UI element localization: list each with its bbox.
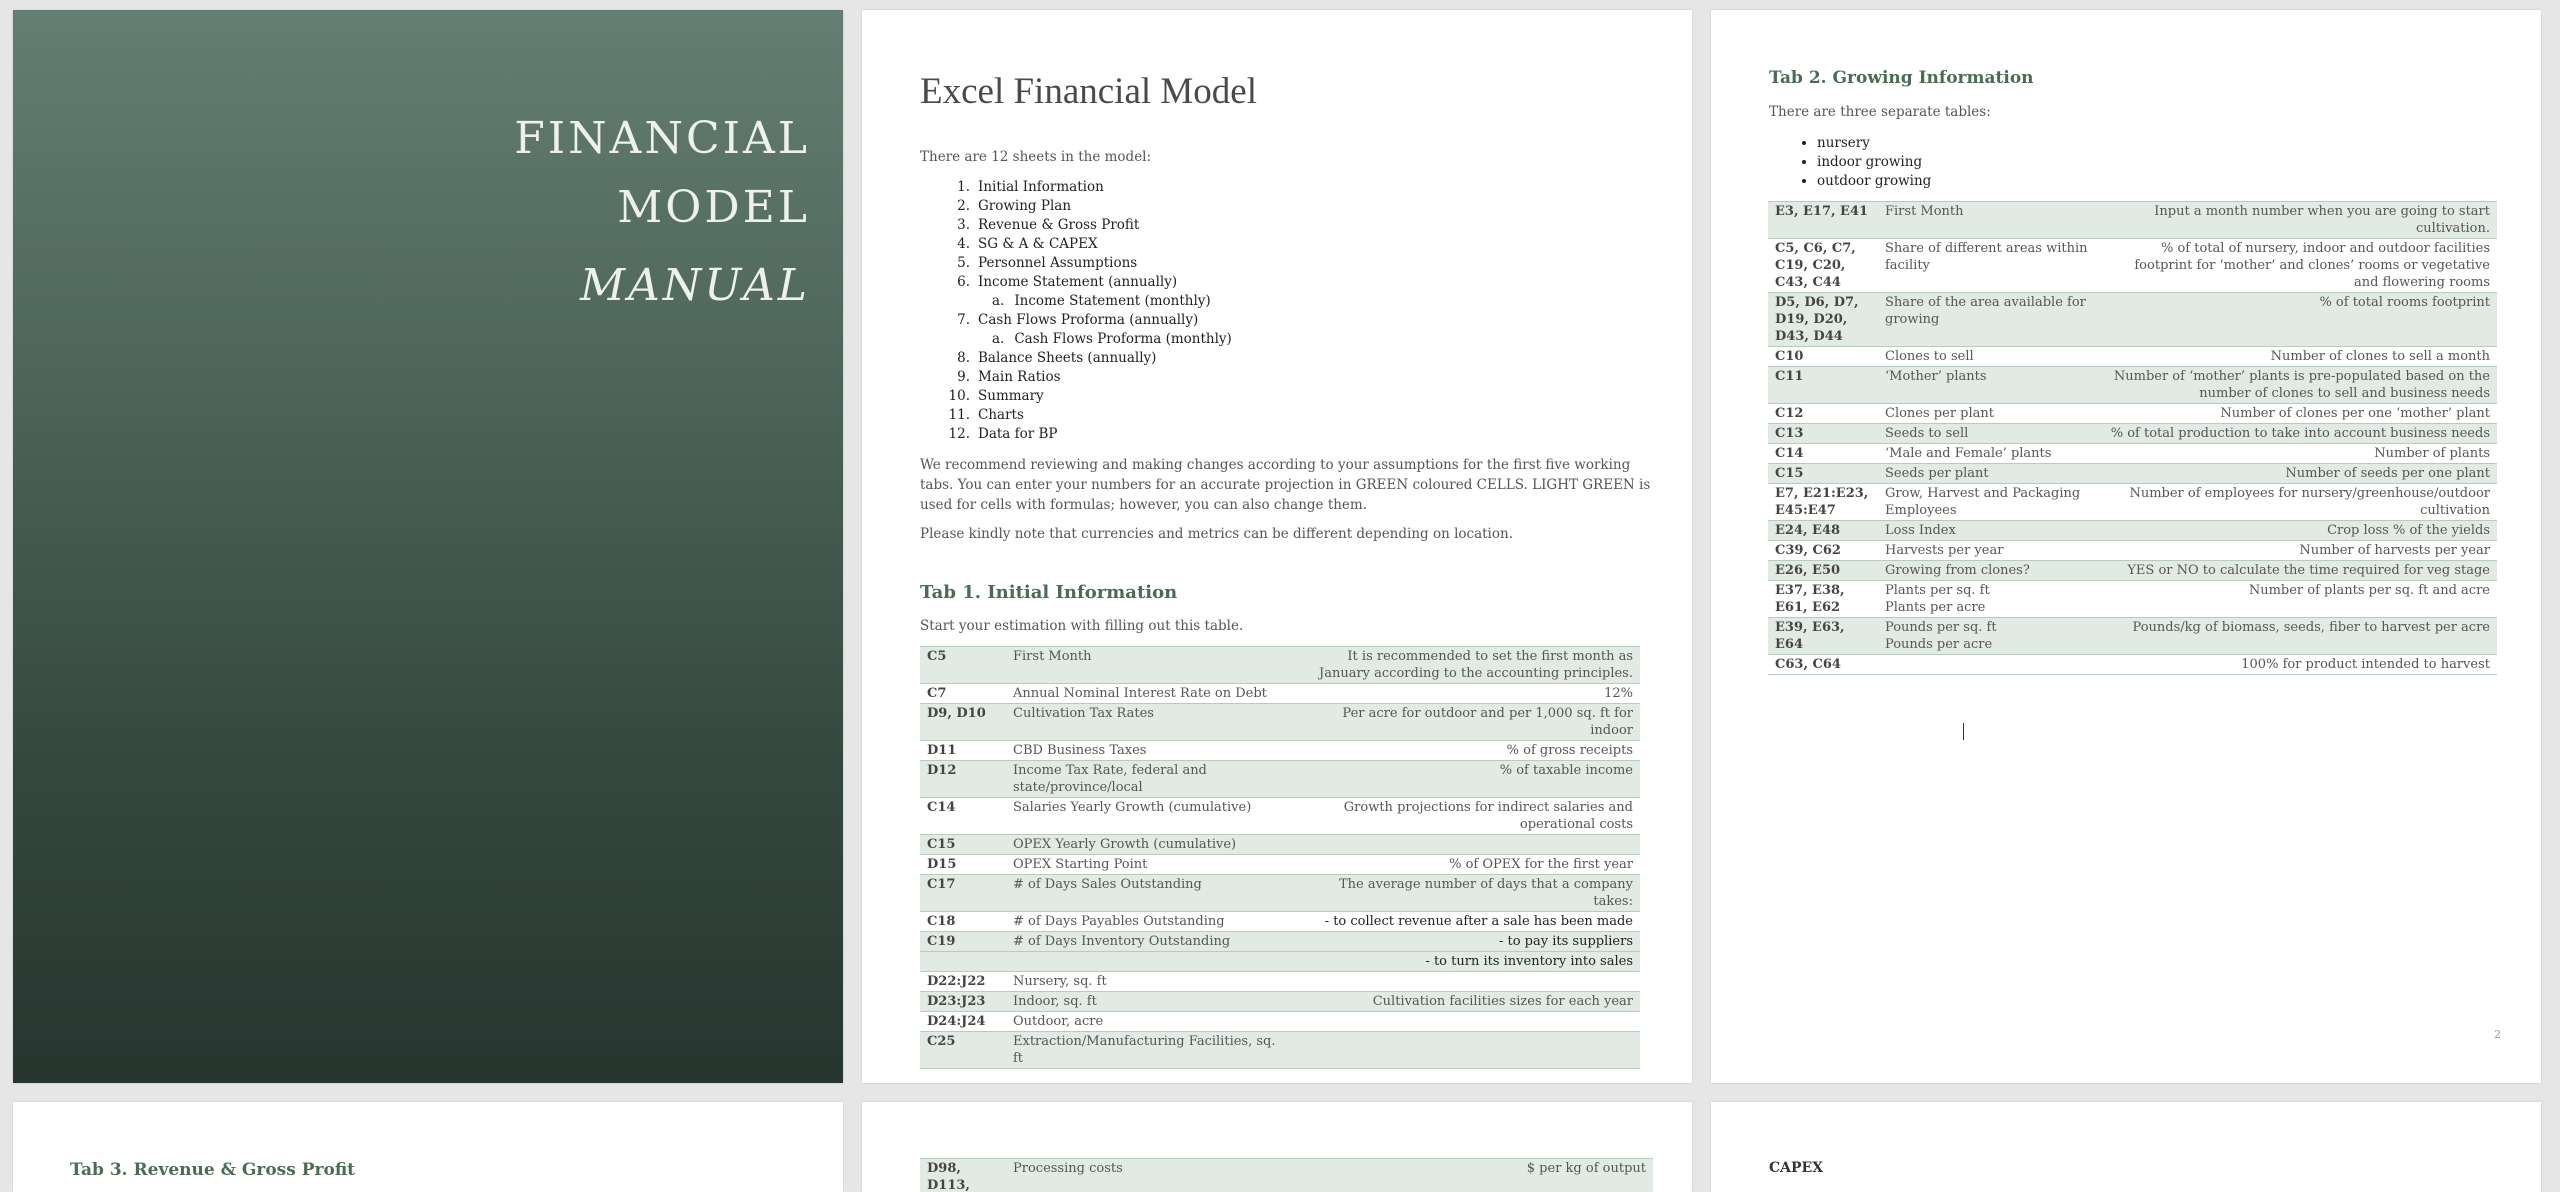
cover-title-financial: FINANCIAL [514, 113, 810, 164]
cell-name: Clones per plant [1878, 404, 2102, 424]
cell-name: Seeds to sell [1878, 424, 2102, 444]
capex-heading: CAPEX [1769, 1160, 1823, 1176]
list-number: 6. [944, 273, 970, 292]
cell-empty [1006, 952, 1289, 972]
cell-desc: % of total rooms footprint [2102, 293, 2497, 347]
cell-desc: Cultivation facilities sizes for each year [1289, 992, 1640, 1012]
cover-title-model: MODEL [617, 182, 810, 233]
cell-name: Share of the area available for growing [1878, 293, 2102, 347]
list-item [944, 235, 1232, 254]
table-row [1768, 347, 2497, 367]
table-row [1768, 404, 2497, 424]
cell-cell: C25 [920, 1032, 1006, 1069]
recommend-line-1: We recommend reviewing and making changes according to your assumptions for the first five working [920, 455, 1630, 475]
table-row [920, 972, 1640, 992]
cell-cell: C15 [920, 835, 1006, 855]
list-subitem [944, 292, 1232, 311]
table-row [1768, 293, 2497, 347]
cell-cell: E39, E63, E64 [1768, 618, 1878, 655]
document-page-1[interactable] [862, 10, 1692, 1083]
table-row [920, 835, 1640, 855]
tab3-heading: Tab 3. Revenue & Gross Profit [70, 1160, 355, 1180]
cell-desc: - to collect revenue after a sale has been made [1289, 912, 1640, 932]
cell-desc [1289, 1012, 1640, 1032]
cell-desc: % of OPEX for the first year [1289, 855, 1640, 875]
list-sublabel: Cash Flows Proforma (monthly) [1014, 331, 1231, 347]
cell-desc: Number of plants [2102, 444, 2497, 464]
recommend-line-3: used for cells with formulas; however, you can also change them. [920, 495, 1367, 515]
cell-name: Annual Nominal Interest Rate on Debt [1006, 684, 1289, 704]
cell-name: ‘Male and Female’ plants [1878, 444, 2102, 464]
cell-cell: E26, E50 [1768, 561, 1878, 581]
list-item [944, 197, 1232, 216]
cell-cell: D22:J22 [920, 972, 1006, 992]
cell-desc [1289, 1032, 1640, 1069]
cell-desc: 12% [1289, 684, 1640, 704]
cell-name: Harvests per year [1878, 541, 2102, 561]
cell-desc: Number of employees for nursery/greenhouse/outdoor cultivation [2102, 484, 2497, 521]
tab2-intro: There are three separate tables: [1769, 102, 1991, 122]
cell-name: Share of different areas within facility [1878, 239, 2102, 293]
tables-list [1769, 134, 1931, 191]
cell-cell: D9, D10 [920, 704, 1006, 741]
list-number: 2. [944, 197, 970, 216]
processing-table [920, 1158, 1653, 1192]
tab1-heading: Tab 1. Initial Information [920, 582, 1177, 603]
list-number: 3. [944, 216, 970, 235]
table-row [920, 761, 1640, 798]
cell-ref: D98, D113, [920, 1159, 1006, 1192]
table-row [1768, 464, 2497, 484]
list-item [944, 387, 1232, 406]
cell-cell: C19 [920, 932, 1006, 952]
cell-empty [920, 952, 1006, 972]
list-subitem [944, 330, 1232, 349]
list-number: 1. [944, 178, 970, 197]
cell-name: Grow, Harvest and Packaging Employees [1878, 484, 2102, 521]
cell-desc: Input a month number when you are going to start cultivation. [2102, 202, 2497, 239]
table-row [920, 741, 1640, 761]
cell-name: # of Days Sales Outstanding [1006, 875, 1289, 912]
list-subnumber: a. [992, 293, 1004, 309]
cell-name: Plants per sq. ft Plants per acre [1878, 581, 2102, 618]
cell-name: OPEX Yearly Growth (cumulative) [1006, 835, 1289, 855]
list-label: Cash Flows Proforma (annually) [978, 312, 1198, 328]
list-number: 4. [944, 235, 970, 254]
table-row [920, 798, 1640, 835]
table-row [920, 932, 1640, 952]
cell-cell: C13 [1768, 424, 1878, 444]
cell-cell: C63, C64 [1768, 655, 1878, 675]
list-label: Personnel Assumptions [978, 255, 1137, 271]
cell-cell: D15 [920, 855, 1006, 875]
cell-name: Processing costs [1006, 1159, 1289, 1192]
list-item: • outdoor growing [1817, 172, 1931, 191]
table-row [1768, 541, 2497, 561]
cell-name: Loss Index [1878, 521, 2102, 541]
list-label: Summary [978, 388, 1044, 404]
cover-page [13, 10, 843, 1083]
list-number: 11. [944, 406, 970, 425]
table-row [1768, 618, 2497, 655]
cell-desc [1289, 972, 1640, 992]
cell-cell: D12 [920, 761, 1006, 798]
table-row [1768, 239, 2497, 293]
cell-cell: E24, E48 [1768, 521, 1878, 541]
table-row [1768, 561, 2497, 581]
list-item [944, 311, 1232, 330]
cell-desc: Number of plants per sq. ft and acre [2102, 581, 2497, 618]
table-row [920, 684, 1640, 704]
list-item [944, 425, 1232, 444]
cell-desc [1289, 835, 1640, 855]
list-label: Data for BP [978, 426, 1058, 442]
document-title: Excel Financial Model [920, 70, 1257, 113]
cell-name: Income Tax Rate, federal and state/province/local [1006, 761, 1289, 798]
cell-cell: D11 [920, 741, 1006, 761]
list-item: • indoor growing [1817, 153, 1931, 172]
list-item [944, 349, 1232, 368]
document-page-5[interactable] [1711, 1102, 2541, 1192]
list-number: 9. [944, 368, 970, 387]
list-label: Growing Plan [978, 198, 1071, 214]
table-row [920, 704, 1640, 741]
cell-desc: $ per kg of output [1289, 1159, 1653, 1192]
cell-desc: % of taxable income [1289, 761, 1640, 798]
document-page-3[interactable] [13, 1102, 843, 1192]
list-label: Revenue & Gross Profit [978, 217, 1139, 233]
cell-name: Seeds per plant [1878, 464, 2102, 484]
cell-cell: D24:J24 [920, 1012, 1006, 1032]
tab2-table [1768, 201, 2497, 675]
table-row [1768, 444, 2497, 464]
list-item [944, 406, 1232, 425]
cell-cell: C7 [920, 684, 1006, 704]
sheets-list [920, 178, 1232, 444]
cell-cell: C39, C62 [1768, 541, 1878, 561]
cell-desc: Number of clones per one ‘mother’ plant [2102, 404, 2497, 424]
cell-name: Nursery, sq. ft [1006, 972, 1289, 992]
cell-desc: - to turn its inventory into sales [1289, 952, 1640, 972]
list-number: 12. [944, 425, 970, 444]
page-number: 2 [2494, 1028, 2501, 1041]
cell-name: Salaries Yearly Growth (cumulative) [1006, 798, 1289, 835]
cell-cell: C18 [920, 912, 1006, 932]
list-label: SG & A & CAPEX [978, 236, 1098, 252]
cell-desc: - to pay its suppliers [1289, 932, 1640, 952]
table-row [920, 992, 1640, 1012]
cell-desc: The average number of days that a company takes: [1289, 875, 1640, 912]
cell-name: First Month [1006, 647, 1289, 684]
cell-cell: E7, E21:E23, E45:E47 [1768, 484, 1878, 521]
cell-cell: E37, E38, E61, E62 [1768, 581, 1878, 618]
cell-desc: Pounds/kg of biomass, seeds, fiber to harvest per acre [2102, 618, 2497, 655]
cell-cell: C11 [1768, 367, 1878, 404]
cell-name: Pounds per sq. ft Pounds per acre [1878, 618, 2102, 655]
table-row [1768, 424, 2497, 444]
cell-cell: C14 [1768, 444, 1878, 464]
tab2-heading: Tab 2. Growing Information [1769, 68, 2034, 88]
cover-title-manual: MANUAL [580, 260, 810, 311]
list-label: Balance Sheets (annually) [978, 350, 1156, 366]
tab1-table [920, 646, 1640, 1069]
cell-name: Growing from clones? [1878, 561, 2102, 581]
currency-note: Please kindly note that currencies and metrics can be different depending on location. [920, 524, 1513, 544]
list-number: 8. [944, 349, 970, 368]
table-row [920, 875, 1640, 912]
sheets-intro: There are 12 sheets in the model: [920, 147, 1151, 167]
list-number: 10. [944, 387, 970, 406]
cell-desc: % of total of nursery, indoor and outdoor facilities footprint for ‘mother’ and clones’ rooms or vegetative and flowering rooms [2102, 239, 2497, 293]
cell-desc: Number of ‘mother’ plants is pre-populated based on the number of clones to sell and business needs [2102, 367, 2497, 404]
list-number: 7. [944, 311, 970, 330]
cell-cell: C17 [920, 875, 1006, 912]
list-item [944, 178, 1232, 197]
recommend-line-2: tabs. You can enter your numbers for an accurate projection in GREEN coloured CELLS. LIGHT GREEN is [920, 475, 1650, 495]
table-row [1768, 367, 2497, 404]
cell-cell: C5, C6, C7, C19, C20, C43, C44 [1768, 239, 1878, 293]
cell-desc: YES or NO to calculate the time required for veg stage [2102, 561, 2497, 581]
table-row [920, 952, 1640, 972]
cell-desc: Number of clones to sell a month [2102, 347, 2497, 367]
table-row [920, 1159, 1653, 1192]
table-row [1768, 484, 2497, 521]
list-label: Main Ratios [978, 369, 1061, 385]
cell-name: Extraction/Manufacturing Facilities, sq. ft [1006, 1032, 1289, 1069]
cell-name: CBD Business Taxes [1006, 741, 1289, 761]
cell-name: Clones to sell [1878, 347, 2102, 367]
table-row [920, 912, 1640, 932]
list-label: Initial Information [978, 179, 1104, 195]
list-item [944, 254, 1232, 273]
cell-cell: D23:J23 [920, 992, 1006, 1012]
list-label: Income Statement (annually) [978, 274, 1177, 290]
tab1-intro: Start your estimation with filling out this table. [920, 616, 1243, 636]
cell-name: First Month [1878, 202, 2102, 239]
table-row [920, 1032, 1640, 1069]
cell-desc: 100% for product intended to harvest [2102, 655, 2497, 675]
list-number: 5. [944, 254, 970, 273]
cell-name: # of Days Inventory Outstanding [1006, 932, 1289, 952]
cell-name: OPEX Starting Point [1006, 855, 1289, 875]
cell-name: ‘Mother’ plants [1878, 367, 2102, 404]
list-item: • nursery [1817, 134, 1931, 153]
cell-cell: C10 [1768, 347, 1878, 367]
cell-desc: It is recommended to set the first month as January according to the accounting principles. [1289, 647, 1640, 684]
table-row [1768, 581, 2497, 618]
cell-desc: Per acre for outdoor and per 1,000 sq. ft for indoor [1289, 704, 1640, 741]
cell-desc: Number of harvests per year [2102, 541, 2497, 561]
table-row [920, 1012, 1640, 1032]
list-item [944, 368, 1232, 387]
cell-name: Indoor, sq. ft [1006, 992, 1289, 1012]
list-sublabel: Income Statement (monthly) [1014, 293, 1210, 309]
cell-name: Outdoor, acre [1006, 1012, 1289, 1032]
cell-cell: C5 [920, 647, 1006, 684]
cell-name: # of Days Payables Outstanding [1006, 912, 1289, 932]
cell-cell: C14 [920, 798, 1006, 835]
list-label: Charts [978, 407, 1024, 423]
table-row [1768, 655, 2497, 675]
list-item [944, 216, 1232, 235]
document-page-4[interactable] [862, 1102, 1692, 1192]
cell-name [1878, 655, 2102, 675]
text-cursor [1963, 723, 1964, 740]
cell-desc: Crop loss % of the yields [2102, 521, 2497, 541]
cell-cell: C15 [1768, 464, 1878, 484]
list-subnumber: a. [992, 331, 1004, 347]
cell-desc: % of gross receipts [1289, 741, 1640, 761]
list-item [944, 273, 1232, 292]
cell-cell: E3, E17, E41 [1768, 202, 1878, 239]
document-page-2[interactable] [1711, 10, 2541, 1083]
table-row [920, 647, 1640, 684]
table-row [1768, 202, 2497, 239]
table-row [1768, 521, 2497, 541]
cell-desc: Growth projections for indirect salaries and operational costs [1289, 798, 1640, 835]
table-row [920, 855, 1640, 875]
cell-desc: Number of seeds per one plant [2102, 464, 2497, 484]
cell-cell: C12 [1768, 404, 1878, 424]
cell-name: Cultivation Tax Rates [1006, 704, 1289, 741]
cell-desc: % of total production to take into account business needs [2102, 424, 2497, 444]
cell-cell: D5, D6, D7, D19, D20, D43, D44 [1768, 293, 1878, 347]
